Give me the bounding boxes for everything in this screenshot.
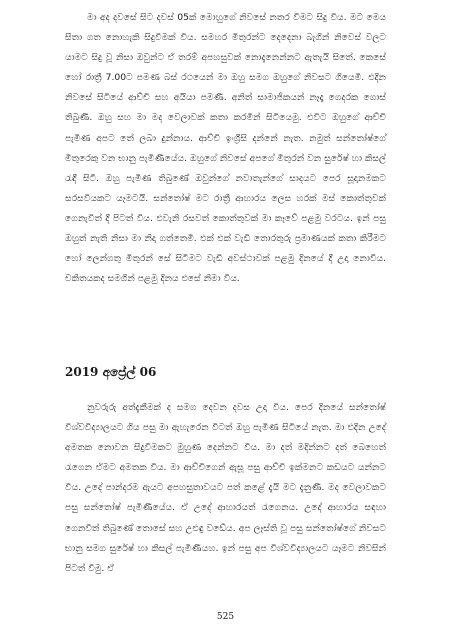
body-paragraph-2: නුවරුරු අත්දැකීමක් ද සමග දෙවන දවස උදා විය. පෙර දිනයේ සන්තෝෂ් විශ්වවිද්‍යාලයට ගිය පසු මා ඇහැරෙන විටත් ඔහු පැමිණ සිටියේ නැත. මා එදින උදේ අමතක නොවන සිදුවීමකට මුහුණ දෙන්නට විය. මා දත් මදින්නට දත් බෙහෙත් රැගෙන ඒමට අමතක විය. මා ආච්චිගෙන් ඇසූ පසු ආච්චි ඉක්මනට කඩයට යන්නට විය. උදේ පාන්දරම ඇයට අපහසුතාවයට පත් කළේ දැයි මට දැනුණි. මද වෙලාවකට පසු සන්තෝෂ් පැමිණියේය. ඒ උදේ ආහාරයත් රැගෙනය. උදේ ආහාරය සඳහා ගෙනවිත් තිබුණේ තොසේ සහ උළුඳු වඩේය. අප ලෑස්ති වූ පසු සන්තෝෂ්ගේ නිවසට භානු සමග සුරේෂ් හා කිසල් පැමිණියහ. ඉන් පසු අප විශ්වවිද්‍යාලයට යෑමට නිවසින් පිටත් වීමු. ඒ xyxy=(65,402,386,574)
page-number: 525 xyxy=(216,612,235,622)
body-paragraph-1: මා අද දවසේ සිට දවස් 05ක් මොහුගේ නිවසේ නතර වීමට සිදු විය. මට මෙය සිතා ගත නොහැකි සිදුවීමක් විය. සමහර මිතුරන්ට දෙදෙනා බැගින් නිවෙස් වලට යාමට සිදු වූ නිසා ඔවුන්ට ඒ තරම් අපහසුවක් නොදැනෙන්නට ඇතැයි සිතේ. කෙසේ හෝ රාත්‍රී 7.00ට පමණ බස් රථයෙන් මා ඔහු සමග ඔහුගේ නිවසට ගියෙමි. එදින නිවසේ සිටියේ ආච්චි සහ අයියා පමණි. අනිත් සාමාජිකයන් නෑදෑ ගෙදරක ගොස් තිබුණි. ඔහු සහ මා මද වෙලාවක් කතා කරමින් සිටියෙමු. එවිට ඔහුගේ ආච්චි පැමිණ අපට තේ ලබා දුන්නාය. ආච්චි ඉංග්‍රීසි දන්නේ නැත. නමුත් සන්තෝෂ්ගේ මිතුරෙකු වන භානු පැමිණියේය. ඔහුගේ නිවසේ අපගේ මිතුරන් වන සුරේෂ් හා කිසල් රැඳී සිටී. ඔහු පැමිණ තිබුණේ ඔවුන්ගේ නවාතැන්ගේ සාදයට පෙර සූදානමකට සරසවියකට යෑමටයි. සන්තෝෂ් මට රාත්‍රී ආහාරය ලෙස හරක් මස් කොත්තුවක් ගෙනැවිත් දී පිටත් විය. එවැනි රසවත් කොත්තුවක් මා කෑවේ පළමු වරටය. ඉන් පසු ඔහුත් නැති නිසා මා නිදා ගත්තෙමි. එක් එක් වැඩි තොරතුරු ප්‍රමාණයක් කතා කිරීමට හෝ ලෙන්ගතු මිතුරන් සේ සිටීමට වැඩි අවස්ථාවක් පළමු දිනයේ දී උදා නොවීය. චකිතයකද සමගින් පළමු දිනය එසේ නිමා විය. xyxy=(65,12,386,285)
date-heading: 2019 අප්‍රේල් 06 xyxy=(65,365,157,379)
